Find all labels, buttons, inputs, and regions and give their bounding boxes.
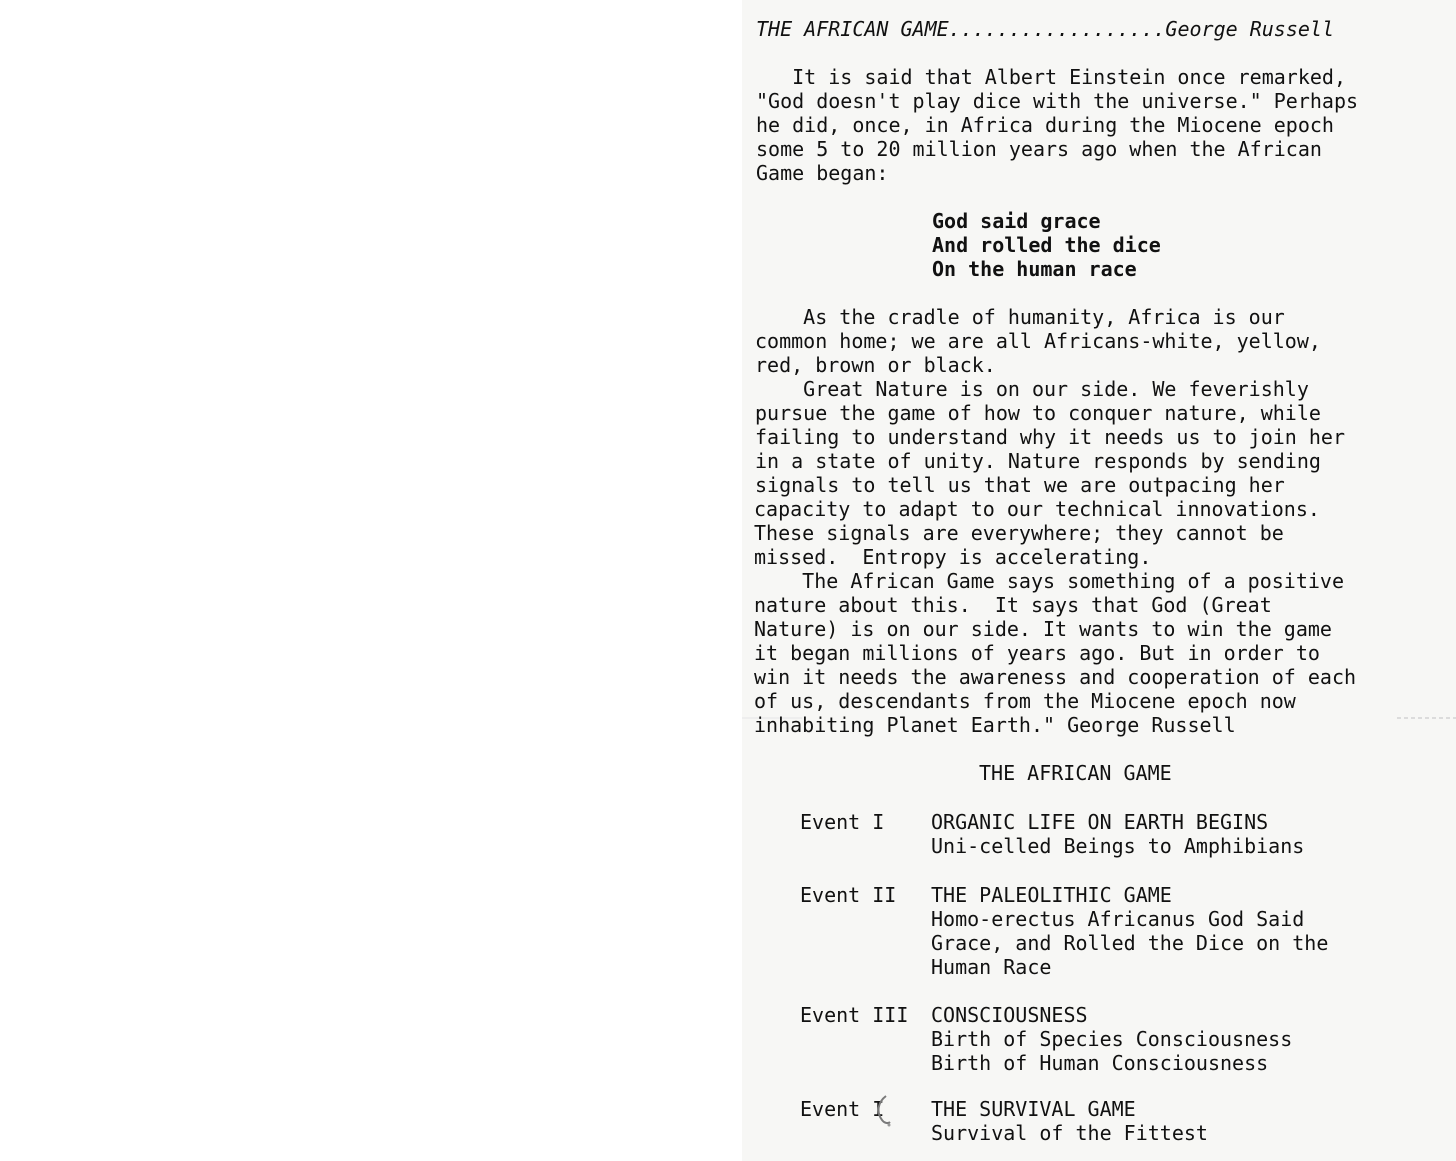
smudge-dot [888,1124,891,1127]
event-label: Event II [800,883,897,907]
body-line: pursue the game of how to conquer nature, while [755,401,1321,425]
document-text [742,0,1456,1161]
body-line: Great Nature is on our side. We feverishly [755,377,1309,401]
intro-line: "God doesn't play dice with the universe." Perhaps [756,89,1359,113]
smudge-stroke [879,1096,890,1123]
document-title: THE AFRICAN GAME [756,17,949,41]
ink-smudge [872,1094,892,1128]
body-line: The African Game says something of a positive [754,569,1345,593]
poem-line: And rolled the dice [932,233,1161,257]
section-title: THE AFRICAN GAME [979,761,1172,785]
event-heading: ORGANIC LIFE ON EARTH BEGINS [931,810,1269,834]
body-line: missed. Entropy is accelerating. [754,545,1152,569]
event-label: Event I [800,810,885,834]
event-heading: THE PALEOLITHIC GAME [931,883,1172,907]
body-line: common home; we are all Africans-white, yellow, [755,329,1321,353]
body-line: Nature) is on our side. It wants to win the game [754,617,1332,641]
event-detail: Human Race [931,955,1052,979]
document-author: George Russell [1165,17,1334,41]
body-line: These signals are everywhere; they cannot be [754,521,1284,545]
body-line: nature about this. It says that God (Great [754,593,1272,617]
event-detail: Uni-celled Beings to Amphibians [931,834,1305,858]
event-label: Event III [800,1003,909,1027]
body-line: signals to tell us that we are outpacing her [755,473,1285,497]
event-label: Event I [800,1097,885,1121]
body-line: failing to understand why it needs us to join her [755,425,1346,449]
event-heading: THE SURVIVAL GAME [931,1097,1136,1121]
event-detail: Homo-erectus Africanus God Said [931,907,1305,931]
body-line: red, brown or black. [755,353,996,377]
body-line: capacity to adapt to our technical innovations. [754,497,1320,521]
body-line: inhabiting Planet Earth." George Russell [754,713,1236,737]
event-detail: Survival of the Fittest [931,1121,1208,1145]
body-line: of us, descendants from the Miocene epoch now [754,689,1296,713]
event-heading: CONSCIOUSNESS [931,1003,1088,1027]
event-detail: Birth of Human Consciousness [931,1051,1269,1075]
event-detail: Grace, and Rolled the Dice on the [931,931,1329,955]
intro-line: It is said that Albert Einstein once remarked, [756,65,1347,89]
scanned-page [742,0,1456,1161]
poem-line: God said grace [932,209,1101,233]
poem-line: On the human race [932,257,1137,281]
event-detail: Birth of Species Consciousness [931,1027,1293,1051]
title-leader: .................. [948,17,1166,41]
body-line: As the cradle of humanity, Africa is our [755,305,1285,329]
intro-line: Game began: [756,161,889,185]
intro-line: he did, once, in Africa during the Miocene epoch [756,113,1334,137]
intro-line: some 5 to 20 million years ago when the African [756,137,1322,161]
body-line: win it needs the awareness and cooperation of each [754,665,1357,689]
document-header [756,17,1334,41]
body-line: in a state of unity. Nature responds by sending [755,449,1321,473]
body-line: it began millions of years ago. But in order to [754,641,1320,665]
